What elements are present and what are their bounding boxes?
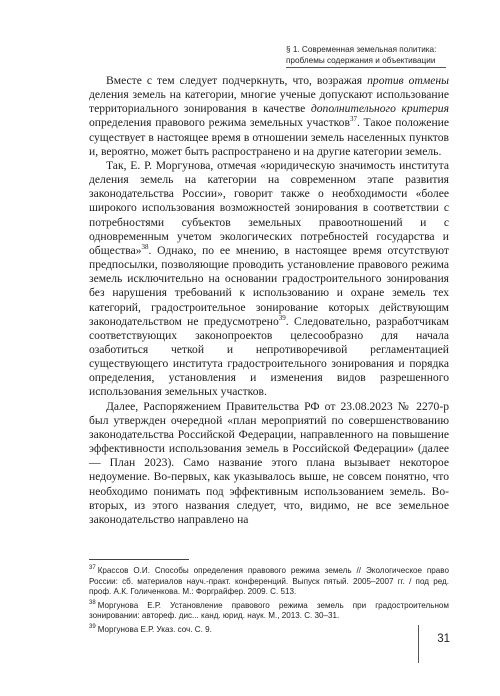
footnote-37: [89, 566, 449, 598]
paragraph-1: [89, 74, 449, 159]
footnote-number: 37: [89, 565, 96, 572]
footnote-39: [89, 625, 449, 636]
paragraph-2-text-a: Так, Е. Р. Моргунова, отмечая «юридическую значимость института деления земель на категории на современном этапе развития законодательства России», говорит также о необходимости «более широкого использования возможностей зонирования в соответствии с потребностями субъектов земельных правоотношений и с одновременным учетом экологических потребностей государства и общества»: [89, 158, 449, 257]
paragraph-2-text-c: . Следовательно, разработчикам соответствующих законопроектов целесообразно для начала озаботиться четкой и непротиворечивой регламентацией существующего института градостроительного зонирования и порядка определения, установления и изменения видов разрешенного использования земельных участков.: [89, 314, 449, 399]
paragraph-1-text-d: . Такое положение существует в настоящее время в отношении земель населенных пунктов и, вероятно, может быть распространено и на другие категории земель.: [89, 116, 449, 158]
running-head-rule: [286, 67, 446, 68]
footnote-ref-37[interactable]: 37: [349, 115, 357, 124]
page-number: 31: [437, 633, 450, 645]
paragraph-1-text-c: определения правового режима земельных участков: [89, 116, 350, 130]
footnote-number: 38: [89, 600, 96, 607]
paragraph-1-text-a: Вместе с тем следует подчеркнуть, что, возражая: [106, 74, 368, 87]
footnote-text: Моргунова Е.Р. Установление правового режима земель при градостроительном зонировании: автореф. дис... канд. юрид. наук. М., 2013. С. 30–31.: [89, 600, 449, 621]
paragraph-2: [89, 159, 449, 400]
paragraph-3: Далее, Распоряжением Правительства РФ от 23.08.2023 № 2270-р был утвержден очередной «план мероприятий по совершенствованию законодательства Российской Федерации, направленного на повышение эффективности использования земель в Российской Федерации» (далее — План 2023). Само название этого плана вызывает некоторое недоумение. Во-первых, как указывалось выше, не совсем понятно, что необходимо понимать под эффективным использованием земель. Во-вторых, из этого названия следует, что, видимо, не все земельное законодательство направлено на: [89, 399, 449, 526]
footnote-separator: [89, 559, 189, 560]
footnote-text: Моргунова Е.Р. Указ. соч. С. 9.: [97, 624, 212, 634]
running-head-line-2: проблемы содержания и объективации: [286, 56, 436, 65]
footnote-38: [89, 601, 449, 622]
paragraph-1-text-b: деления земель на категории, многие ученые допускают использование территориального зонирования в качестве: [89, 88, 449, 116]
paragraph-2-text-b: . Однако, по ее мнению, в настоящее время отсутствуют предпосылки, позволяющие проводить установление правового режима земель исключительно на основании градостроительного зонирования без нарушения требований к использованию и охране земель тех категорий, градостроительное зонирование которых действующим законодательством не предусмотрено: [89, 243, 449, 328]
footnote-ref-38[interactable]: 38: [141, 243, 149, 252]
footnotes: [89, 566, 449, 639]
running-head-line-1: § 1. Современная земельная политика:: [286, 45, 437, 54]
footnote-ref-39[interactable]: 39: [278, 313, 286, 322]
paragraph-1-emphasis-a: против отмены: [367, 74, 450, 87]
footnote-text: Крассов О.И. Способы определения правового режима земель // Экологическое право России: сб. материалов науч.-практ. конференций. Выпуск пятый. 2005–2007 гг. / под ред. проф. А.К. Голиченкова. М.: Форграйфер. 2009. С. 513.: [89, 566, 449, 597]
page-number-rule: [418, 625, 419, 663]
paragraph-1-emphasis-b: дополнительного критерия: [310, 102, 449, 116]
running-head: [286, 44, 446, 66]
footnote-number: 39: [89, 624, 96, 631]
main-text: [89, 74, 449, 527]
